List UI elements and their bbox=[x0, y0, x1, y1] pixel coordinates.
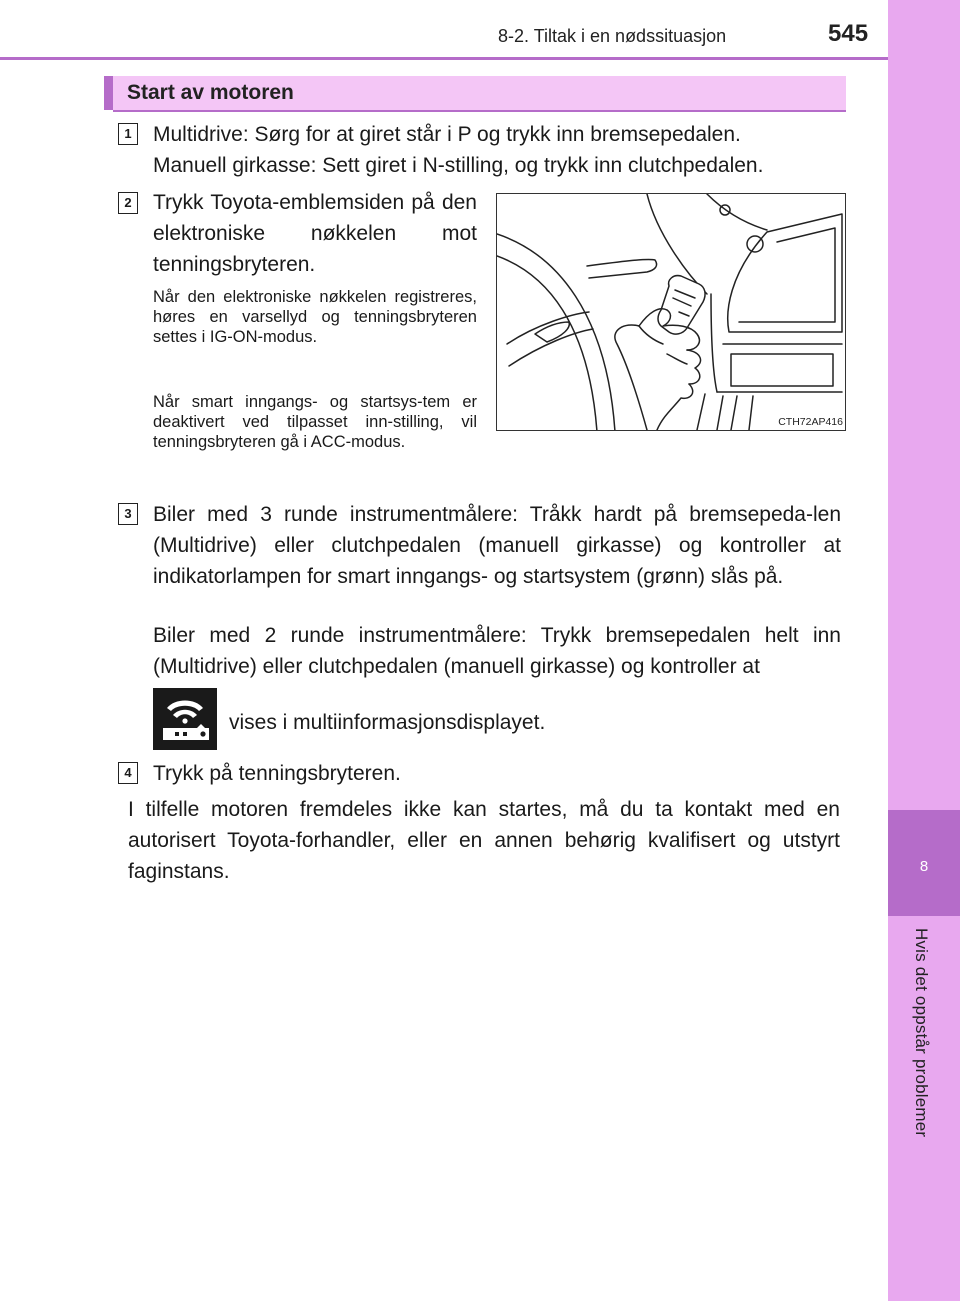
running-header: 8-2. Tiltak i en nødssituasjon bbox=[498, 26, 727, 46]
chapter-title: Hvis det oppstår problemer bbox=[912, 928, 931, 1138]
step-4-text: Trykk på tenningsbryteren. bbox=[153, 762, 401, 785]
figure-code: CTH72AP416 bbox=[778, 416, 843, 428]
dashboard-hand-drawing bbox=[497, 194, 846, 431]
step-3-text-a: Biler med 3 runde instrumentmålere: Tråkk hardt på bremsepeda-len (Multidrive) eller clutchpedalen (manuell girkasse) og kontroller at indikatorlampen for smart inngangs- og startsystem (grønn) slås på. bbox=[153, 503, 841, 588]
section-heading bbox=[104, 76, 846, 110]
step-1-line-2: Manuell girkasse: Sett giret i N-stilling, og trykk inn clutchpedalen. bbox=[153, 154, 764, 177]
step-1-number: 1 bbox=[118, 123, 138, 145]
step-2-text: Trykk Toyota-emblemsiden på den elektroniske nøkkelen mot tenningsbryteren. bbox=[153, 191, 477, 276]
chapter-number: 8 bbox=[919, 858, 929, 875]
step-3-text-c: vises i multiinformasjonsdisplayet. bbox=[229, 711, 546, 734]
step-4-number: 4 bbox=[118, 762, 138, 784]
step-3-number: 3 bbox=[118, 503, 138, 525]
step-1-line-1: Multidrive: Sørg for at giret står i P og trykk inn bremsepedalen. bbox=[153, 123, 741, 146]
step-2-note-2: Når smart inngangs- og startsys-tem er deaktivert ved tilpasset inn-stilling, vil tenningsbryteren gå i ACC-modus. bbox=[153, 393, 477, 451]
step-3-text-b: Biler med 2 runde instrumentmålere: Trykk bremsepedalen helt inn (Multidrive) eller clutchpedalen (manuell girkasse) og kontroller at bbox=[153, 624, 841, 678]
step-2-number: 2 bbox=[118, 192, 138, 214]
key-indicator-icon bbox=[153, 688, 217, 750]
closing-paragraph: I tilfelle motoren fremdeles ikke kan startes, må du ta kontakt med en autorisert Toyota-forhandler, eller en annen behørig kvalifisert og utstyrt faginstans. bbox=[128, 798, 840, 883]
chapter-side-tab bbox=[888, 0, 960, 1301]
step-2-note-1: Når den elektroniske nøkkelen registreres, høres en varsellyd og tenningsbryteren settes i IG-ON-modus. bbox=[153, 288, 477, 346]
key-fob-illustration bbox=[496, 193, 846, 431]
section-title: Start av motoren bbox=[127, 81, 294, 104]
page-number: 545 bbox=[828, 20, 869, 47]
header-rule bbox=[0, 57, 888, 60]
